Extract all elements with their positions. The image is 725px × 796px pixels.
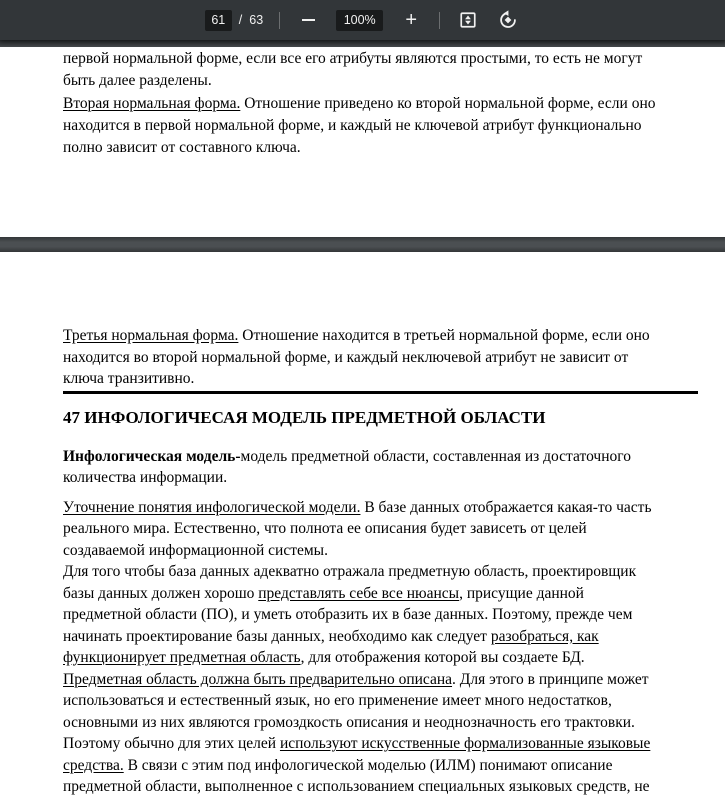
zoom-in-button[interactable] [399,8,423,32]
text-line: Для того чтобы база данных адекватно отражала предметную область, проектировщик [63,563,637,580]
infological-model-definition [63,446,698,489]
text-line: основными из них являются громоздкость описания и неоднозначность его трактовки. [63,713,635,731]
rotate-button[interactable] [496,8,520,32]
section-heading: 47 ИНФОЛОГИЧЕСАЯ МОДЕЛЬ ПРЕДМЕТНОЙ ОБЛАСТИ [63,407,546,427]
section-divider-rule [63,391,698,394]
text-line: полно зависит от составного ключа. [63,139,301,157]
page-separator-label: / [238,13,243,27]
toolbar-divider [279,12,280,29]
text-line: базы данных должен хорошо представлять себе все нюансы, присущие данной [63,584,584,602]
page-gap [0,237,725,252]
text-line: функционирует предметная область, для отображения которой вы создаете БД. [63,649,585,666]
page-navigation [205,10,263,31]
zoom-level-display[interactable]: 100% [336,10,383,31]
text-line: находится в первой нормальной форме, и каждый не ключевой атрибут функционально [63,116,642,134]
text-line: начинать проектирование базы данных, необходимо как следует разобраться, как [63,627,599,645]
plus-icon: + [405,9,418,31]
minus-icon [302,19,315,21]
fit-to-page-icon [459,11,477,29]
page-total-label: 63 [249,13,264,27]
toolbar-divider [439,12,440,29]
pdf-page-62 [0,252,725,796]
text-line: находится во второй нормальной форме, и каждый неключевой атрибут не зависит от [63,348,629,366]
text-line: Предметная область должна быть предварительно описана. Для этого в принципе может [63,670,649,688]
page-61-text [63,48,698,159]
text-line: реального мира. Естественно, что полнота ее описания будет зависеть от целей [63,520,587,537]
text-line: Уточнение понятия инфологической модели. В базе данных отображается какая-то часть [63,498,652,516]
text-line: предметной области, выполненное с использованием специальных языковых средств, не [63,778,650,795]
text-line: первой нормальной форме, если все его атрибуты являются простыми, то есть не могут [63,50,643,67]
pdf-scroll-area[interactable] [0,40,725,796]
text-line: создаваемой информационной системы. [63,541,328,559]
pdf-page-61 [0,47,725,237]
text-line: предметной области (ПО), и уметь отобразить их в базе данных. Поэтому, прежде чем [63,606,633,623]
text-line: Вторая нормальная форма. Отношение приведено ко второй нормальной форме, если оно [63,94,656,112]
text-line: быть далее разделены. [63,72,212,90]
text-line: ключа транзитивно. [63,370,195,387]
text-line: средства. В связи с этим под инфологической моделью (ИЛМ) понимают описание [63,756,613,774]
pdf-toolbar [0,0,725,40]
text-line: Третья нормальная форма. Отношение находится в третьей нормальной форме, если оно [63,327,650,344]
toolbar-shadow-gap [0,40,725,47]
rotate-counterclockwise-icon [498,10,518,30]
text-line: использоваться и естественный язык, но его применение имеет много недостатков, [63,692,612,709]
section-body-text [63,497,698,796]
zoom-out-button[interactable] [296,8,320,32]
third-normal-form-paragraph [63,325,698,390]
text-line: количества информации. [63,469,228,486]
fit-to-page-button[interactable] [456,8,480,32]
text-line: Инфологическая модель-модель предметной области, составленная из достаточного [63,447,631,465]
page-number-input[interactable] [205,10,232,31]
text-line: Поэтому обычно для этих целей используют искусственные формализованные языковые [63,735,651,752]
